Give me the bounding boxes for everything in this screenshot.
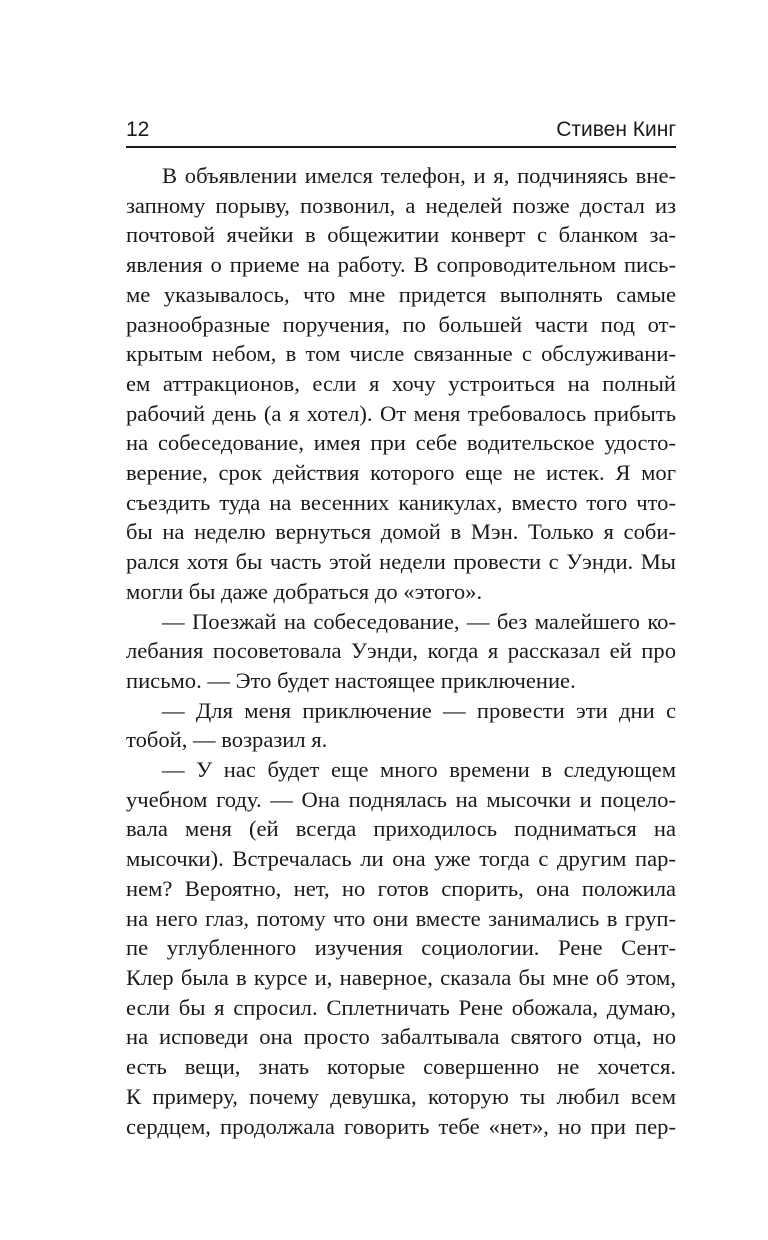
text-line: В объявлении имелся телефон, и я, подчиняясь вне- [162, 163, 676, 188]
text-line: мысочки). Встречалась ли она уже тогда с другим пар- [126, 846, 676, 872]
text-line: явления о приеме на работу. В сопроводительном пись- [126, 252, 676, 278]
text-line: бы на неделю вернуться домой в Мэн. Только я соби- [126, 519, 676, 545]
text-line: разнообразные поручения, по большей части под от- [126, 311, 676, 337]
text-line: крытым небом, в том числе связанные с обслуживани- [126, 341, 676, 367]
paragraph [126, 696, 676, 755]
text-line: могли бы даже добраться до «этого». [126, 578, 483, 604]
text-line: на него глаз, потому что они вместе занимались в груп- [126, 905, 676, 931]
paragraph [126, 161, 676, 607]
text-line: вала меня (ей всегда приходилось подниматься на [126, 816, 676, 842]
text-line: письмо. — Это будет настоящее приключение. [126, 667, 576, 693]
body-text [126, 161, 676, 1141]
text-line: верение, срок действия которого еще не истек. Я мог [126, 460, 676, 486]
text-line: съездить туда на весенних каникулах, вместо того что- [126, 489, 676, 515]
text-line: нем? Вероятно, нет, но готов спорить, она положила [126, 875, 676, 901]
text-line: — Поезжай на собеседование, — без малейшего ко- [162, 608, 676, 634]
text-line: есть вещи, знать которые совершенно не хочется. [126, 1054, 676, 1080]
page-header [126, 112, 676, 148]
paragraph [126, 607, 676, 696]
text-line: ем аттракционов, если я хочу устроиться на полный [126, 370, 676, 396]
running-title-author: Стивен Кинг [556, 118, 676, 141]
text-line: почтовой ячейки в общежитии конверт с бланком за- [126, 222, 676, 248]
text-line: лебания посоветовала Уэнди, когда я рассказал ей про [126, 638, 676, 664]
text-line: на исповеди она просто забалтывала святого отца, но [126, 1024, 676, 1050]
text-line: К примеру, почему девушка, которую ты любил всем [126, 1083, 676, 1109]
text-line: тобой, — возразил я. [126, 727, 328, 753]
text-line: сердцем, продолжала говорить тебе «нет», но при пер- [126, 1113, 676, 1139]
text-line: если бы я спросил. Сплетничать Рене обожала, думаю, [126, 994, 676, 1020]
paragraph [126, 755, 676, 1141]
text-line: — У нас будет еще много времени в следующем [162, 757, 676, 783]
text-line: запному порыву, позвонил, а неделей позже достал из [126, 192, 676, 218]
text-line: пе углубленного изучения социологии. Рене Сент- [126, 935, 676, 961]
page-number: 12 [126, 118, 150, 141]
text-line: рабочий день (а я хотел). От меня требовалось прибыть [126, 400, 676, 426]
text-line: учебном году. — Она поднялась на мысочки и поцело- [126, 786, 676, 812]
text-line: ме указывалось, что мне придется выполнять самые [126, 281, 676, 307]
text-line: — Для меня приключение — провести эти дни с [162, 697, 676, 723]
book-page [126, 112, 676, 1141]
text-line: Клер была в курсе и, наверное, сказала бы мне об этом, [126, 964, 676, 990]
text-line: на собеседование, имея при себе водительское удосто- [126, 430, 676, 456]
text-line: рался хотя бы часть этой недели провести с Уэнди. Мы [126, 549, 676, 575]
